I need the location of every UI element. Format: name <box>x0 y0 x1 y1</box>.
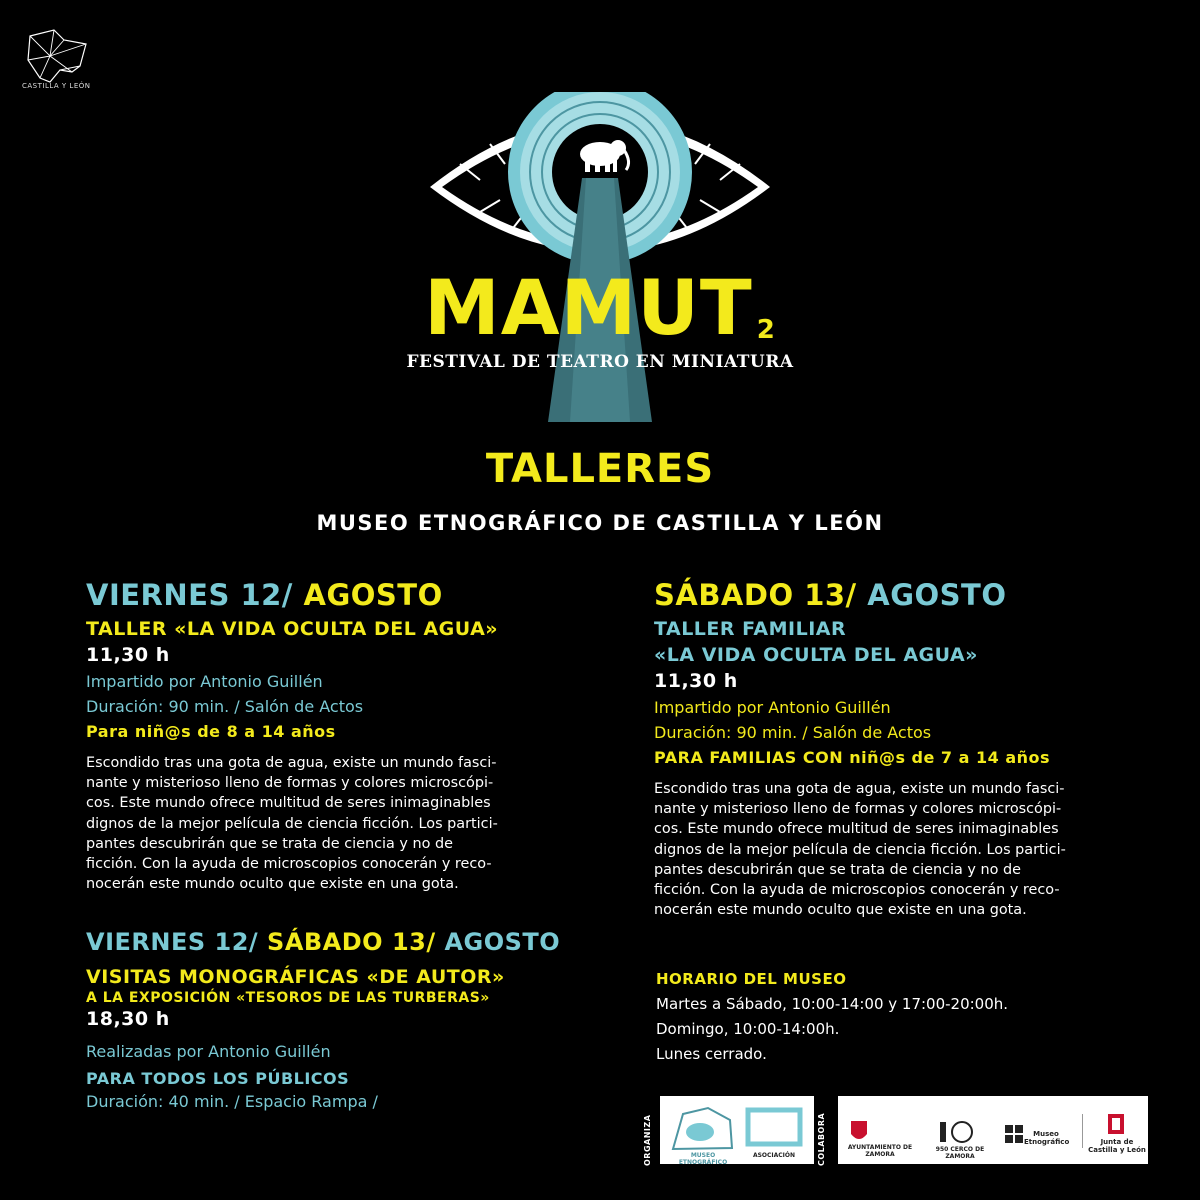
right-event-duration: Duración: 90 min. / Salón de Actos <box>654 723 932 742</box>
combined-event-title: VISITAS MONOGRÁFICAS «DE AUTOR» <box>86 966 505 989</box>
left-event-time: 11,30 h <box>86 644 170 666</box>
divider <box>1082 1114 1083 1148</box>
collaborators-logos <box>838 1096 1148 1164</box>
left-column <box>86 578 576 1111</box>
museum-hours <box>656 970 1076 1067</box>
left-event-description <box>86 753 576 894</box>
festival-subtitle: FESTIVAL DE TEATRO EN MINIATURA <box>406 352 794 372</box>
organizer-logo-text: MUSEO ETNOGRÁFICO <box>678 1152 728 1166</box>
month-label: AGOSTO <box>303 578 443 612</box>
right-event-audience: PARA FAMILIAS CON niñ@s de 7 a 14 años <box>654 748 1051 767</box>
combined-event-audience: PARA TODOS LOS PÚBLICOS <box>86 1069 350 1089</box>
desc-line: dignos de la mejor película de ciencia ficción. Los partici- <box>654 841 1066 858</box>
desc-line: nante y misterioso lleno de formas y colores microscópi- <box>86 775 494 792</box>
combined-day-heading <box>86 928 576 956</box>
desc-line: nante y misterioso lleno de formas y colores microscópi- <box>654 801 1062 818</box>
museo-etnografico-icon <box>1004 1124 1024 1144</box>
festival-edition: 2 <box>756 315 776 345</box>
month-label: AGOSTO <box>867 578 1007 612</box>
combined-event-by: Realizadas por Antonio Guillén <box>86 1042 331 1062</box>
asociacion-logo-icon <box>744 1104 804 1150</box>
hours-line: Lunes cerrado. <box>656 1045 767 1063</box>
combined-event-duration: Duración: 40 min. / Espacio Rampa / <box>86 1092 378 1112</box>
right-event-time: 11,30 h <box>654 670 738 692</box>
collaborator-logo-text: 950 CERCO DE ZAMORA <box>935 1146 985 1160</box>
festival-name: MAMUT <box>424 263 753 352</box>
right-day-heading <box>654 578 1134 612</box>
desc-line: pantes descubrirán que se trata de ciencia y no de <box>86 835 453 852</box>
hours-line: Domingo, 10:00-14:00h. <box>656 1020 840 1038</box>
museum-hours-title: HORARIO DEL MUSEO <box>656 970 847 988</box>
desc-line: cos. Este mundo ofrece multitud de seres inimaginables <box>654 821 1059 838</box>
collaborator-logo-text: Junta de Castilla y León <box>1088 1138 1146 1154</box>
region-logo-text: CASTILLA Y LEÓN <box>22 82 91 90</box>
right-column <box>654 578 1134 920</box>
desc-line: ficción. Con la ayuda de microscopios conocerán y reco- <box>86 856 492 873</box>
day-label: VIERNES 12/ <box>86 928 259 957</box>
venue-title: MUSEO ETNOGRÁFICO DE CASTILLA Y LEÓN <box>316 511 884 535</box>
left-event-audience: Para niñ@s de 8 a 14 años <box>86 722 336 741</box>
hours-line: Martes a Sábado, 10:00-14:00 y 17:00-20:00h. <box>656 995 1009 1013</box>
left-event-duration: Duración: 90 min. / Salón de Actos <box>86 697 364 716</box>
organizers-logos <box>660 1096 814 1164</box>
right-event-description <box>654 779 1134 920</box>
day-label: SÁBADO 13/ <box>654 578 857 612</box>
organiza-label: ORGANIZA <box>643 1114 652 1166</box>
day-label: VIERNES 12/ <box>86 578 293 612</box>
right-event-title-line1: TALLER FAMILIAR <box>654 618 847 640</box>
desc-line: Escondido tras una gota de agua, existe un mundo fasci- <box>654 781 1065 797</box>
desc-line: ficción. Con la ayuda de microscopios conocerán y reco- <box>654 882 1060 899</box>
section-title: TALLERES <box>485 446 715 492</box>
desc-line: nocerán este mundo oculto que existe en una gota. <box>86 876 459 893</box>
desc-line: dignos de la mejor película de ciencia ficción. Los partici- <box>86 815 498 832</box>
colabora-label: COLABORA <box>817 1112 826 1166</box>
zamora-shield-icon <box>850 1120 868 1144</box>
month-label: AGOSTO <box>444 928 561 957</box>
desc-line: Escondido tras una gota de agua, existe un mundo fasci- <box>86 755 497 771</box>
combined-event-subtitle: A LA EXPOSICIÓN «TESOROS DE LAS TURBERAS» <box>86 990 490 1007</box>
museum-logo-icon <box>668 1104 738 1156</box>
junta-shield-icon <box>1108 1114 1124 1134</box>
combined-event-time: 18,30 h <box>86 1008 170 1031</box>
collaborator-logo-text: AYUNTAMIENTO DE ZAMORA <box>847 1144 913 1158</box>
left-event-title: TALLER «LA VIDA OCULTA DEL AGUA» <box>86 618 499 640</box>
day-label: SÁBADO 13/ <box>267 928 436 957</box>
desc-line: pantes descubrirán que se trata de ciencia y no de <box>654 861 1021 878</box>
organizer-logo-text: ASOCIACIÓN <box>752 1152 796 1159</box>
desc-line: cos. Este mundo ofrece multitud de seres inimaginables <box>86 795 491 812</box>
right-event-title-line2: «LA VIDA OCULTA DEL AGUA» <box>654 644 978 666</box>
right-event-by: Impartido por Antonio Guillén <box>654 698 891 717</box>
collaborator-logo-text: Museo Etnográfico <box>1024 1130 1070 1146</box>
left-day-heading <box>86 578 576 612</box>
left-event-by: Impartido por Antonio Guillén <box>86 672 323 691</box>
cerco-logo-icon <box>938 1118 978 1146</box>
desc-line: nocerán este mundo oculto que existe en una gota. <box>654 902 1027 919</box>
festival-title <box>0 263 1200 352</box>
